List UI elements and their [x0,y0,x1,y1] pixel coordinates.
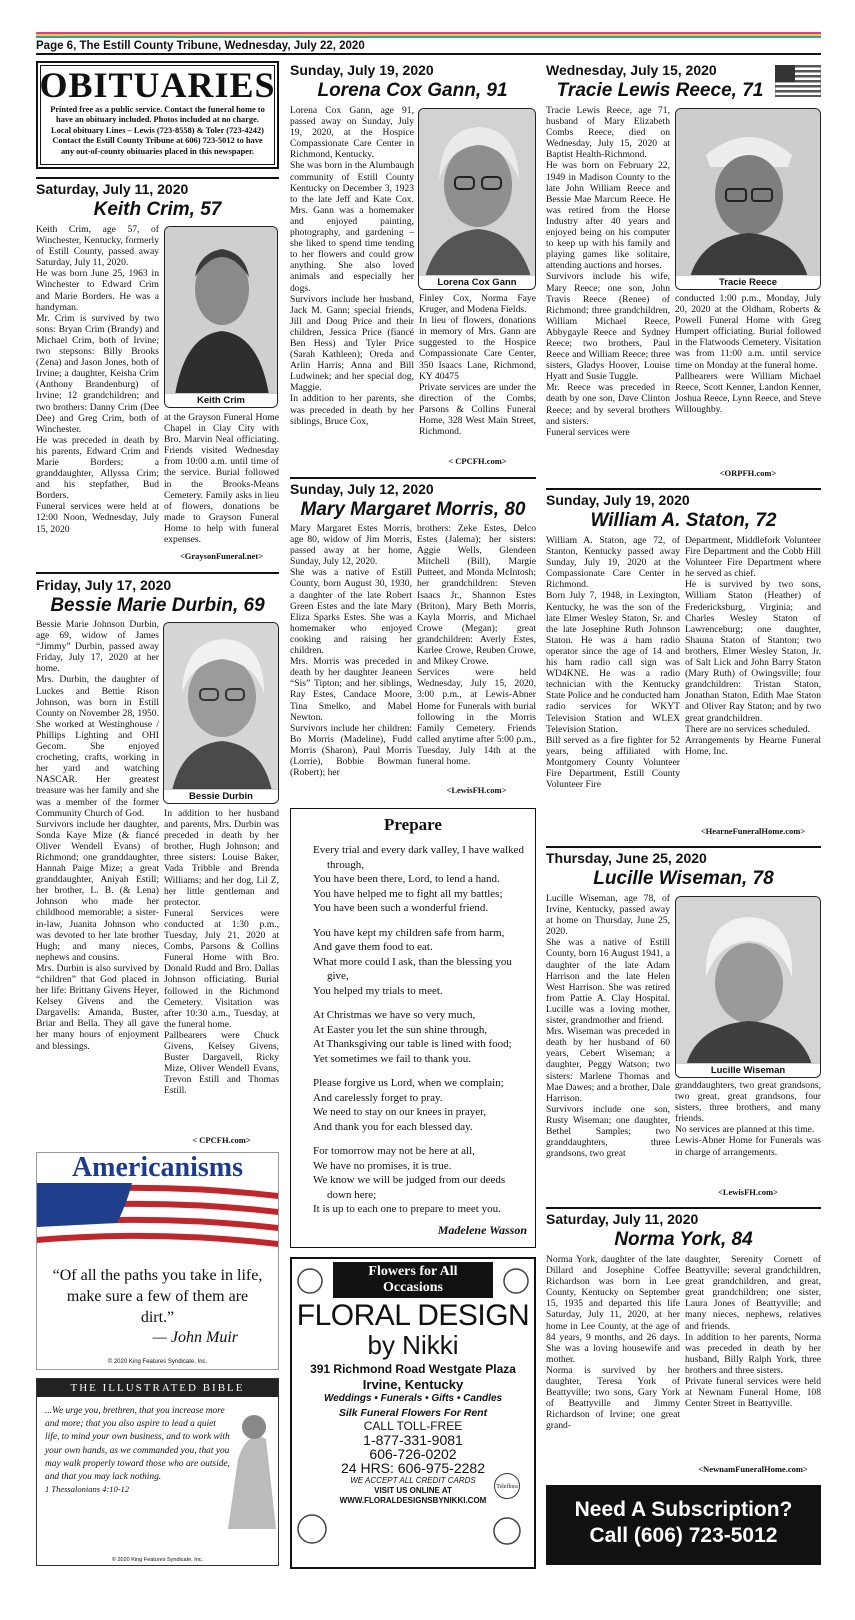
bible-credit: © 2020 King Features Syndicate, Inc. [111,1557,204,1563]
portrait-photo [675,896,821,1078]
americanisms-quote: “Of all the paths you take in life, make sure a few of them are dirt.” [52,1267,263,1326]
obit-body-continued: brothers: Zeke Estes, Delco Estes (Jalema); her sisters: Aggie Wells, Glendeen Mitchell (Bill), Margie Putteet, and Monda McIntosh; her grandchildren: Steven Isaacs Jr., Shannon Estes (Briton), Mary Beth Morris, Kayla Morris, and Michael Crowe (Megan); great grandchildren: Averly Estes, Karlee Crowe, Reuben Crowe, and Mikey Crowe. Services were held Wednesday, July 15, 2020, 3:00 p.m., at Lewis-Abner Home for Funerals with burial following in the Morris Family Cemetery. Friends called anytime after 5:00 p.m., Tuesday, July 14th at the funeral home. [417,523,536,767]
poem-line: For tomorrow may not be here at all, [313,1145,475,1157]
portrait-photo-image [164,623,279,791]
poem-box [290,808,536,1248]
obit-name: Bessie Marie Durbin, 69 [50,595,265,616]
bible-title: THE ILLUSTRATED BIBLE [37,1379,278,1397]
funeral-home-link: <GraysonFuneral.net> [179,551,264,561]
subscription-headline: Need A Subscription? [574,1498,793,1521]
obit-date: Wednesday, July 15, 2020 [546,62,717,78]
poem-title: Prepare [384,815,442,834]
header-rule [36,53,821,55]
poem-line: You have been there, Lord, to lend a hand. [313,873,500,885]
obit-body: William A. Staton, age 72, of Stanton, Kentucky passed away Sunday, July 19, 2020 at the Compassionate Care Center in Richmond. Born July 7, 1948, in Lexington, Kentucky, he was the son of the late Elmer Wesley Staton, Sr. and the late Josephine Ruth Johnson Staton. He was a ham radio operator since the age of 14 and his ham radio call sign was WD4KNE. He was a radio technician with the Kentucky State Police and he conducted ham radio services for WKYT Television Station and WLEX Television Station. Bill served as a fire fighter for 52 years, being affiliated with Montgomery County Volunteer Fire Department, Estill County Volunteer Fire [546,535,680,791]
obit-body: Tracie Lewis Reece, age 71, husband of Mary Elizabeth Combs Reece, died on Wednesday, July 15, 2020 at Baptist Health-Richmond. He was born on February 22, 1949 in Madison County to the late John William Reece and Bessie Mae Marcum Reece. He was retired from the Horse Industry after 40 years and enjoyed being on his computer to keep up with his family and playing games like solitaire, attending auctions and horses. Survivors include his wife, Mary Reece; one son, John Travis Reece (Renee) of Richmond; three grandchildren, William Michael Reece, Abbygayle Reece and Sydney Reece; two brothers, Paul Reece and William Reece; three sisters, Gladys Hoover, Louise Hyatt and Susie Tuggle. Mr. Reece was preceded in death by one son, Dave Clinton Reece; and by several brothers and sisters. Funeral services were [546,105,670,438]
obit-name: Lucille Wiseman, 78 [593,868,774,889]
bible-illustration [218,1399,278,1529]
american-flag-icon [775,65,821,97]
obit-date: Sunday, July 19, 2020 [546,492,690,508]
poem-line: At Christmas we have so very much, [313,1009,476,1021]
funeral-home-link: <LewisFH.com> [446,785,507,795]
americanisms-author: — John Muir [152,1329,238,1346]
divider [290,477,536,479]
obit-body-continued: conducted 1:00 p.m., Monday, July 20, 2020 at the Oldham, Roberts & Powell Funeral Home with Greg Humpert officiating. Burial followed in the Flatwoods Cemetery. Visitation was from 11:00 a.m. until service time on Monday at the funeral home. Pallbearers were William Michael Reece, Scott Kenner, Landon Kenner, Joshua Reece, Lynn Reece, and Steve Willoughby. [675,293,821,415]
poem-line: You helped my trials to meet. [313,984,443,997]
obit-date: Saturday, July 11, 2020 [546,1211,699,1227]
photo-caption: Lorena Cox Gann [419,275,535,289]
obit-body: Mary Margaret Estes Morris, age 80, widow of Jim Morris, passed away at her home, Sunday, July 12, 2020. She was a native of Estill County, born August 30, 1930, a daughter of the late Robert Green Estes and the late Mary Eliza Sparks Estes. She was a homemaker who enjoyed cooking and raising her children. Mrs. Morris was preceded in death by her daughter Jeaneen “Sis” Tipton; and her siblings, Ray Estes, Candace Moore, Tina Smelko, and Mabel Newton. Survivors include her children: Bo Morris (Madeline), Fudd Morris (Sharon), Paul Morris (Lorrie), Bobbie Bowman (Robert); her [290,523,412,779]
obit-name: Lorena Cox Gann, 91 [317,80,508,101]
floral-ad-address: 391 Richmond Road Westgate Plaza [310,1362,516,1376]
divider [546,1207,821,1209]
photo-caption: Bessie Durbin [164,789,278,803]
poem-line: Every trial and every dark valley, I have walked through, [313,844,524,871]
obit-body: Keith Crim, age 57, of Winchester, Kentucky, formerly of Estill County, passed away Saturday, July 11, 2020. He was born June 25, 1963 in Winchester to Edward Crim and Marie Borders. He was a handyman. Mr. Crim is survived by two sons: Bryan Crim (Brandy) and Michael Crim, both of Irvine; two stepsons: Billy Brooks (Zena) and Jason Jones, both of Irvine; a daughter, Keisha Crim (Anthony Brandenburg) of Irvine; 12 grandchildren; and two brothers: Danny Crim (Dee Dee) and Greg Crim, both of Winchester. He was preceded in death by his parents, Edward Crim and Marie Borders; a granddaughter, Allyssa Crim; and his stepfather, Bud Borders. Funeral services were held at 12:00 Noon, Wednesday, July 15, 2020 [36,224,159,535]
floral-ad-phone-tollfree: 1-877-331-9081 [363,1432,463,1448]
divider [546,488,821,490]
poem-line: What more could I ask, than the blessing you give, [313,955,512,982]
floral-ad-city: Irvine, Kentucky [362,1377,464,1392]
obit-name: Norma York, 84 [614,1229,753,1250]
poem-line: You have been such a wonderful friend. [313,902,489,914]
photo-caption: Keith Crim [165,393,277,407]
poem-line: We have no promises, it is true. [313,1159,452,1172]
poem-line: You have helped me to fight all my battles; [313,887,503,900]
portrait-photo [163,622,279,804]
portrait-photo [418,108,536,290]
color-bar [36,32,821,38]
portrait-photo-image [676,109,821,277]
americanisms-title: Americanisms [71,1152,244,1183]
poem-stanza [313,1144,527,1217]
portrait-photo-image [419,109,536,277]
divider [36,177,279,179]
portrait-photo-image [165,227,278,395]
page-header: Page 6, The Estill County Tribune, Wednesday, July 22, 2020 [36,40,365,52]
illustrated-bible-box [36,1378,279,1566]
bible-reference: 1 Thessalonians 4:10-12 [45,1484,130,1495]
floral-ad-visit: VISIT US ONLINE AT [374,1486,452,1495]
obit-body: Bessie Marie Johnson Durbin, age 69, widow of James “Jimmy” Durbin, passed away Friday, July 17, 2020 at her home. Mrs. Durbin, the daughter of Luckes and Bettie Rison Johnson, was born in Estill County on November 28, 1950. She worked at Westinghouse / Phillips Lighting and OHI Gecom. She enjoyed crocheting, crafts, working in her yard and watching NASCAR. Her greatest treasure was her family and she was a member of the former Community Church of God. Survivors include her daughter, Sonda Kaye Mize (& fiancé Oliver Wendell Evans) of Richmond; one granddaughter, Hannah Paige Mize; a great granddaughter, Aniyah Estill; her brother, L. B. (& Lena) Johnson who made her childhood memorable; a sister-in-law, Juanita Johnson who was devoted to her late brother Hugh; and many nieces, nephews and cousins. Mrs. Durbin is also survived by “children” that God placed in her life: Brittany Givens Heyer, Kelsey Givens and the Dargavells: Amanda, Buster, Briar and Bella. They all gave her many hours of enjoyment and blessings. [36,619,159,1052]
poem-line: We know we will be judged from our deeds down here; [313,1174,506,1201]
poem-author: Madelene Wasson [437,1222,527,1237]
floral-ad-cards: WE ACCEPT ALL CREDIT CARDS [350,1476,476,1485]
obit-body-continued: daughter, Serenity Cornett of Beattyville; several grandchildren, great grandchildren, and great, great grandchildren; one sister, Laura Jones of Beattyville; and many nieces, nephews, relatives and friends. In addition to her parents, Norma was preceded in death by her husband, Billy Ralph York, three brothers and three sisters. Private funeral services were held at Newnam Funeral Home, 108 Center Street in Beattyville. [685,1254,821,1410]
funeral-home-link: <ORPFH.com> [719,468,777,478]
floral-ad-subtitle: by Nikki [367,1330,459,1360]
obit-body-continued: In addition to her husband and parents, Mrs. Durbin was preceded in death by her brother, Hugh Johnson; and three sisters: Louise Baker, Vada Tribble and Brenda Williams; and her dog, Lil Z, her little gentleman and protector. Funeral Services were conducted at 1:30 p.m., Tuesday, July 21, 2020 at Combs, Parsons & Collins Funeral Home with Bro. Donald Rudd and Bro. Dallas Johnson officiating. Burial followed in the Richmond Cemetery. Visitation was after 10:30 a.m., Tuesday, at the funeral home. Pallbearers were Chuck Givens, Kelsey Givens, Buster Dargavell, Ricky Mize, Oliver Wendell Evans, Trevon Estill and Thomas Estill. [164,808,279,1097]
obit-body-continued: Finley Cox, Norma Faye Kruger, and Modena Fields. In lieu of flowers, donations in memory of Mrs. Gann are suggested to the Hospice Compassionate Care Center, 350 Isaacs Lane, Richmond, KY 40475 Private services are under the direction of the Combs, Parsons & Collins Funeral Home, 328 West Main Street, Richmond. [419,293,536,438]
obit-body: Lucille Wiseman, age 78, of Irvine, Kentucky, passed away at home on Thursday, June 25, 2020. She was a native of Estill County, born 16 August 1941, a daughter of the late Adam Harrison and the late Helen West Harrison. She was retired from Pattie A. Clay Hospital. Lucille was a loving mother, sister, grandmother and friend. Mrs. Wiseman was preceded in death by her husband of 60 years, Cebert Wiseman; a daughter, Peggy Watson; two sisters: Marlene Thomas and Mae Dawes; and a brother, Dale Harrison. Survivors include one son, Rusty Wiseman; one daughter, Bethel Samples; two granddaughters, three grandsons, two great [546,893,670,1160]
floral-ad-silk: Silk Funeral Flowers For Rent [338,1407,488,1419]
funeral-home-link: < CPCFH.com> [192,1135,251,1145]
obit-date: Sunday, July 12, 2020 [290,481,434,497]
poem-text [299,843,527,1217]
floral-ad-title: FLORAL DESIGN [296,1299,530,1332]
obit-name: William A. Staton, 72 [590,510,777,531]
portrait-photo-image [676,897,821,1065]
funeral-home-link: < CPCFH.com> [448,456,507,466]
poem-line: And gave them food to eat. [313,941,433,953]
american-flag-image [37,1183,278,1251]
obit-body-continued: granddaughters, two great grandsons, two great, great grandsons, four sisters, three brothers, and many friends. No services are planned at this time. Lewis-Abner Home for Funerals was in charge of arrangements. [675,1080,821,1158]
teleflora-logo: Teleflora [494,1473,520,1499]
poem-line: And thank you for each blessed day. [313,1120,473,1133]
obit-name: Keith Crim, 57 [93,199,222,220]
poem-line: You have kept my children safe from harm, [313,926,505,939]
americanisms-box [36,1152,279,1370]
funeral-home-link: <HearneFuneralHome.com> [700,826,806,836]
subscription-banner[interactable] [546,1485,821,1565]
bible-text: ...We urge you, brethren, that you increase more and more; that you also aspire to lead a quiet life, to mind your own business, and to work with your own hands, as we commanded you, that you may walk properly toward those who are outside, and that you may lack nothing. [45,1406,230,1483]
subscription-phone: Call (606) 723-5012 [589,1524,778,1547]
obit-date: Saturday, July 11, 2020 [36,181,189,197]
obit-date: Thursday, June 25, 2020 [546,850,707,866]
obit-date: Friday, July 17, 2020 [36,577,172,593]
floral-ad-call: CALL TOLL-FREE [363,1419,463,1433]
poem-line: And carelessly forget to pray. [313,1091,443,1104]
divider [36,572,279,574]
funeral-home-link: <LewisFH.com> [718,1187,778,1197]
portrait-photo [675,108,821,290]
obituaries-notice: Printed free as a public service. Contact the funeral home to have an obituary included. Photos included at no charge. Local obituary Lines – Lewis (723-8558) & Toler (723-4242) Contact the Estill County Tribune at 606) 723-5012 to have any out-of-county obituaries placed in this newspaper. [50,105,265,156]
obit-date: Sunday, July 19, 2020 [290,62,434,78]
obit-body: Lorena Cox Gann, age 91, passed away on Sunday, July 19, 2020, at the Hospice Compassionate Care Center in Richmond, Kentucky. She was born in the Alumbaugh community of Estill County Kentucky on December 3, 1923 to the late Jeff and Kate Cox. Mrs. Gann was a homemaker and enjoyed painting, photography, and gardening – she liked to spend time tending to her flowers and could grow anything. She also loved animals and especially her dogs. Survivors include her husband, Jack M. Gann; special friends, Jill and Doug Price and their children, Jessica Price (fiancé Ben Hess) and Tyler Price (Sarah Kathleen); Oreda and Arlin Harris; Anna and Bill Ludwinek; and her special dog, Maggie. In addition to her parents, she was preceded in death by her siblings, Bruce Cox, [290,105,414,427]
floral-design-ad [290,1257,536,1569]
floral-ad-services: Weddings • Funerals • Gifts • Candles [323,1393,503,1404]
poem-line: At Thanksgiving our table is lined with food; [313,1038,512,1050]
floral-ad-phone-local: 606-726-0202 [369,1446,457,1462]
obit-body-continued: Department, Middlefork Volunteer Fire Department and the Cobb Hill Volunteer Fire Department where he served as chief. He is survived by two sons, William Staton (Heather) of Fredericksburg, Virginia; and Charles Wesley Staton of Lawrenceburg; one daughter, Shauna Staton of Stanton; two brothers, Elmer Wesley Staton, Jr. of Salt Lick and John Barry Staton (Mary Ruth) of Owingsville; four grandchildren: Tristan Staton, Jonathan Staton, Edith Mae Staton and Oliver Ray Staton; and by two great grandchildren. There are no services scheduled. Arrangements by Hearne Funeral Home, Inc. [685,535,821,757]
poem-line: It is up to each one to prepare to meet you. [313,1203,501,1215]
photo-caption: Lucille Wiseman [676,1063,820,1077]
floral-ad-phone-24hr: 24 HRS: 606-975-2282 [341,1460,485,1476]
obit-name: Tracie Lewis Reece, 71 [556,80,764,101]
poem-stanza [313,843,527,916]
poem-line: We need to stay on our knees in prayer, [313,1106,487,1118]
portrait-photo [164,226,278,408]
poem-line: At Easter you let the sun shine through, [313,1023,488,1036]
obit-body-continued: at the Grayson Funeral Home Chapel in Clay City with Bro. Marvin Neal officiating. Friends visited Wednesday from 10:00 a.m. until time of the service. Burial followed in the Brooks-Means Cemetery. Family asks in lieu of flowers, donations be made to Grayson Funeral Home to help with funeral expenses. [164,412,279,546]
obituaries-title: OBITUARIES [39,65,276,105]
obituaries-box [36,61,279,169]
poem-stanza [313,926,527,999]
poem-line: Yet sometimes we fail to thank you. [313,1052,472,1065]
poem-stanza [313,1076,527,1134]
poem-line: Please forgive us Lord, when we complain; [313,1077,504,1089]
poem-stanza [313,1008,527,1066]
obit-name: Mary Margaret Morris, 80 [300,499,526,520]
floral-ad-url[interactable]: WWW.FLORALDESIGNSBYNIKKI.COM [339,1496,487,1505]
obit-body: Norma York, daughter of the late Dillard and Josephine Coffee Richardson was born in Lee County, Kentucky on September 15, 1935 and departed this life Saturday, July 11, 2020, at her home in Lee County, at the age of 84 years, 9 months, and 26 days. She was a loving housewife and mother. Norma is survived by her daughter, Teresa York of Beattyville; two sons, Gary York of Beattyville and Jimmy Richardson of Irvine; one great grand- [546,1254,680,1432]
photo-caption: Tracie Reece [676,275,820,289]
americanisms-credit: © 2020 King Features Syndicate, Inc. [107,1359,208,1365]
divider [546,846,821,848]
funeral-home-link: <NewnamFuneralHome.com> [698,1464,808,1474]
floral-ad-header: Flowers for All Occasions [333,1262,493,1298]
